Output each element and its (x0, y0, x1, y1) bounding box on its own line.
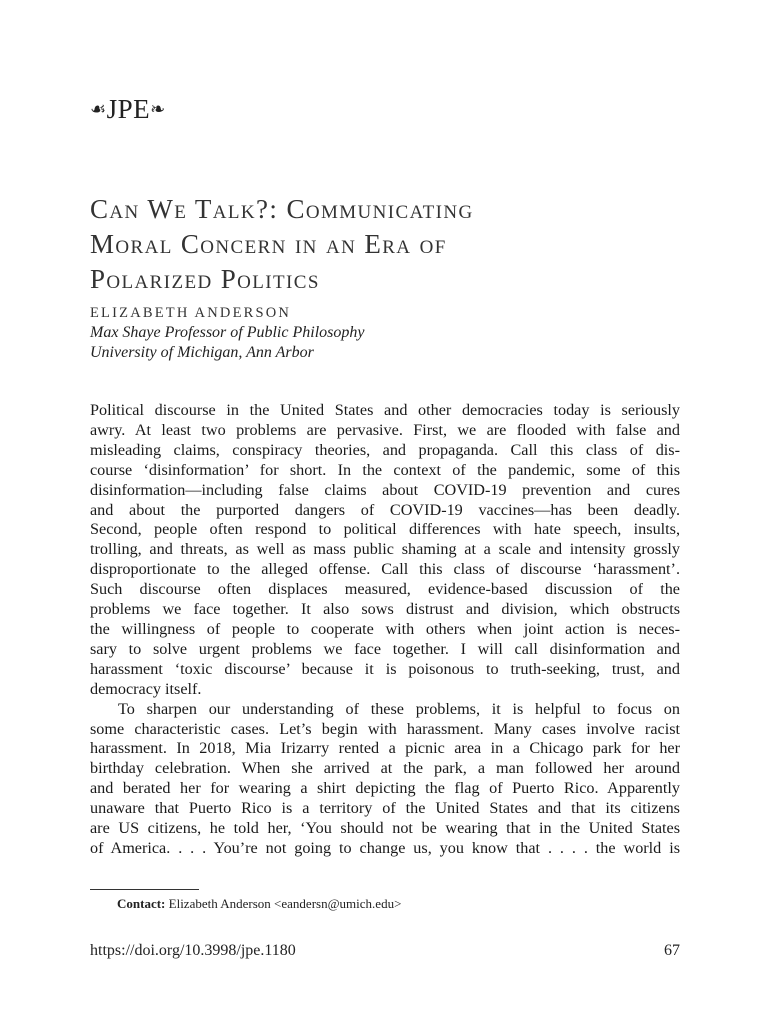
body-line: some characteristic cases. Let’s begin with harassment. Many cases involve racist (90, 719, 680, 738)
body-line: democracy itself. (90, 679, 202, 698)
author-affiliation-title: Max Shaye Professor of Public Philosophy (90, 324, 365, 341)
author-name: ELIZABETH ANDERSON (90, 305, 292, 321)
footnote-label: Contact: (117, 896, 166, 911)
body-line: disinformation—including false claims about COVID-19 prevention and cures (90, 480, 680, 499)
body-line: harassment. In 2018, Mia Irizarry rented a picnic area in a Chicago park for her (90, 739, 680, 758)
body-line: birthday celebration. When she arrived at the park, a man followed her around (90, 759, 680, 778)
page-number: 67 (664, 942, 680, 959)
body-line: of America. . . . You’re not going to change us, you know that . . . . the world is (90, 838, 680, 857)
body-line: Second, people often respond to political differences with hate speech, insults, (90, 520, 680, 539)
body-line: trolling, and threats, as well as mass public shaming at a scale and intensity grossly (90, 540, 680, 559)
body-line: Political discourse in the United States and other democracies today is seriously (90, 401, 680, 419)
body-line: disproportionate to the alleged offense. Call this class of discourse ‘harassment’. (90, 560, 680, 579)
body-line: harassment ‘toxic discourse’ because it is poisonous to truth-seeking, trust, and (90, 659, 680, 678)
title-line: Polarized Politics (90, 264, 320, 294)
body-line: sary to solve urgent problems we face together. I will call disinformation and (90, 639, 680, 658)
body-line: course ‘disinformation’ for short. In the context of the pandemic, some of this (90, 460, 680, 479)
body-line: unaware that Puerto Rico is a territory of the United States and that its citizens (90, 799, 680, 818)
body-line: and berated her for wearing a shirt depicting the flag of Puerto Rico. Apparently (90, 779, 680, 798)
author-block (90, 303, 690, 363)
article-body (90, 401, 680, 859)
body-line: awry. At least two problems are pervasive. First, we are flooded with false and (90, 420, 680, 439)
footnote-divider (90, 889, 199, 890)
article-title (90, 192, 690, 297)
doi-link[interactable]: https://doi.org/10.3998/jpe.1180 (90, 942, 296, 959)
title-line: Moral Concern in an Era of (90, 229, 447, 259)
fleuron-right-icon: ❧ (150, 99, 166, 119)
body-line: Such discourse often displaces measured, evidence-based discussion of the (90, 580, 680, 599)
fleuron-left-icon: ☙ (90, 99, 107, 119)
body-line: To sharpen our understanding of these problems, it is helpful to focus on (118, 699, 680, 718)
body-line: and about the purported dangers of COVID-19 vaccines—has been deadly. (90, 500, 680, 519)
title-line: Can We Talk?: Communicating (90, 194, 474, 224)
body-line: problems we face together. It also sows distrust and division, which obstructs (90, 600, 680, 619)
footnote-text: Elizabeth Anderson <eandersn@umich.edu> (168, 896, 402, 911)
body-line: are US citizens, he told her, ‘You should not be wearing that in the United States (90, 819, 680, 838)
author-affiliation-institution: University of Michigan, Ann Arbor (90, 344, 314, 361)
journal-logo (90, 94, 166, 125)
journal-abbreviation: JPE (106, 94, 151, 124)
body-line: the willingness of people to cooperate with others when joint action is neces- (90, 619, 680, 638)
contact-footnote (117, 896, 401, 912)
body-line: misleading claims, conspiracy theories, and propaganda. Call this class of dis- (90, 440, 680, 459)
